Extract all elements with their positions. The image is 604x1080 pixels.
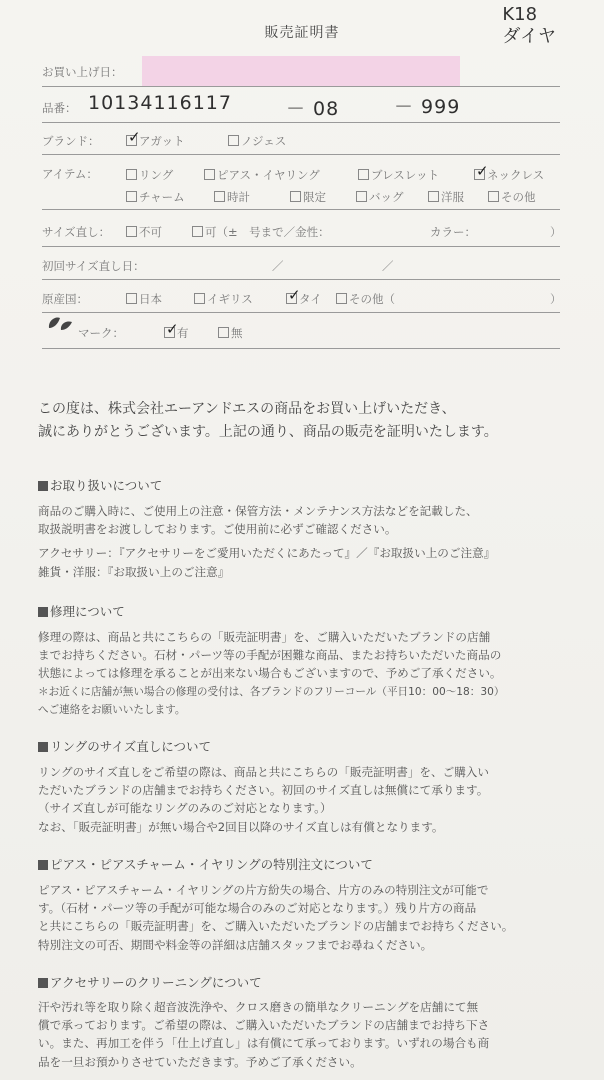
square-bullet-icon (38, 860, 48, 870)
resize-option-yes (192, 224, 330, 240)
origin-checkbox (336, 293, 347, 304)
item-checkbox (488, 191, 499, 202)
square-bullet-icon (38, 607, 48, 617)
mark-checkbox-no (218, 327, 229, 338)
first-resize-date-label: 初回サイズ直し日： (42, 259, 145, 273)
item-checkbox (428, 191, 439, 202)
brand-option-agete (126, 128, 185, 149)
origin-checkbox (194, 293, 205, 304)
section-heading-text: お取り扱いについて (50, 478, 163, 493)
intro-line: 誠にありがとうございます。上記の通り、商品の販売を証明いたします。 (38, 424, 498, 440)
brand-checkbox-agete (126, 128, 141, 146)
section-heading-cleaning (38, 973, 262, 991)
section-heading-text: 修理について (50, 604, 125, 619)
brand-option-label: ノジェス (241, 134, 287, 148)
square-bullet-icon (38, 481, 48, 491)
handwritten-note (502, 4, 556, 48)
item-option-label: ネックレス (487, 168, 545, 182)
intro-line: この度は、株式会社エーアンドエスの商品をお買い上げいただき、 (38, 401, 456, 417)
body-line: までお持ちください。石材・パーツ等の手配が困難な商品、またお持ちいただいた商品の (38, 648, 502, 663)
origin-option-thailand (286, 286, 322, 307)
resize-option-label: 可（± 号まで／金性： (205, 225, 330, 239)
body-line: 取扱説明書をお渡ししております。ご使用前に必ずご確認ください。 (38, 522, 397, 537)
section-body-special-order (38, 881, 572, 954)
section-body-handling (38, 502, 572, 581)
body-line: と共にこちらの「販売証明書」を、ご購入いただいたブランドの店舗までお持ちください。 (38, 919, 514, 934)
redacted-date-block (142, 56, 460, 86)
section-heading-repair (38, 602, 125, 620)
mark-option-label: 無 (231, 326, 243, 340)
intro-paragraph (38, 398, 568, 444)
product-number-part-3: － 999 (394, 96, 461, 118)
product-number-label: 品番： (42, 101, 77, 115)
item-option (488, 189, 536, 205)
body-line: す。（石材・パーツ等の手配が可能な場合のみのご対応となります。）残り片方の商品 (38, 901, 477, 916)
resize-row (42, 220, 560, 247)
item-checkbox-necklace (474, 162, 489, 180)
square-bullet-icon (38, 978, 48, 988)
handwritten-note-line: ダイヤ (502, 26, 556, 47)
body-line: 汗や汚れ等を取り除く超音波洗浄や、クロス磨きの簡単なクリーニングを店舗にて無 (38, 1000, 479, 1014)
mark-row (42, 320, 560, 349)
section-heading-special-order (38, 855, 373, 873)
item-checkbox (126, 169, 137, 180)
check-mark-icon: ✓ (128, 128, 141, 146)
origin-option (194, 291, 253, 307)
origin-option (126, 291, 162, 307)
body-line: ＊お近くに店舗が無い場合の修理の受付は、各ブランドのフリーコール（平日10：00〜18：30） (38, 685, 505, 698)
item-option-label: 洋服 (441, 190, 464, 204)
origin-option-label: 日本 (139, 292, 162, 306)
body-line: へご連絡をお願いいたします。 (38, 703, 186, 716)
origin-close-paren: ） (550, 292, 562, 306)
section-body-cleaning (38, 998, 572, 1071)
brand-checkbox-nojess (228, 135, 239, 146)
resize-close-paren: ） (550, 225, 562, 239)
document-title: 販売証明書 (264, 25, 340, 41)
section-heading-handling (38, 476, 162, 494)
brand-option-nojess (228, 133, 286, 149)
body-line: なお、「販売証明書」が無い場合や2回目以降のサイズ直しは有償となります。 (38, 819, 444, 834)
item-option-label: ブレスレット (371, 168, 440, 182)
item-option (204, 167, 320, 183)
resize-option-label: 不可 (139, 225, 162, 239)
section-heading-text: リングのサイズ直しについて (50, 739, 212, 754)
item-option (290, 189, 326, 205)
resize-color-label: カラー： (430, 225, 476, 239)
check-mark-icon: ✓ (288, 286, 301, 304)
origin-checkbox-thailand (286, 286, 301, 304)
body-line: い。また、再加工を伴う「仕上げ直し」は有償にて承っております。いずれの場合も商 (38, 1036, 490, 1051)
item-option-label: バッグ (369, 190, 404, 204)
resize-checkbox-no (126, 226, 137, 237)
item-option-necklace (474, 162, 545, 183)
mark-checkbox-yes (164, 320, 179, 338)
item-checkbox (126, 191, 137, 202)
item-checkbox (204, 169, 215, 180)
item-checkbox (214, 191, 225, 202)
item-option-label: リング (139, 168, 174, 182)
check-mark-icon: ✓ (476, 162, 489, 180)
resize-label: サイズ直し： (42, 225, 111, 239)
item-checkbox (358, 169, 369, 180)
item-row (42, 163, 560, 210)
purchase-date-row (42, 62, 560, 87)
section-heading-text: アクセサリーのクリーニングについて (50, 975, 262, 990)
product-number-row (42, 94, 560, 123)
square-bullet-icon (38, 742, 48, 752)
origin-row (42, 288, 560, 313)
mark-option-yes (164, 320, 189, 341)
brand-row (42, 130, 560, 155)
item-option (428, 189, 464, 205)
resize-checkbox-yes (192, 226, 203, 237)
product-number-part-1: 10134116117 (88, 92, 232, 114)
origin-option-label: イギリス (207, 292, 253, 306)
origin-checkbox (126, 293, 137, 304)
date-separator: ／ (272, 259, 284, 273)
first-resize-date-row (42, 255, 560, 280)
body-line: 商品のご購入時に、ご使用上の注意・保管方法・メンテナンス方法などを記載した、 (38, 504, 478, 518)
body-line: （サイズ直しが可能なリングのみのご対応となります。） (38, 801, 332, 816)
section-heading-text: ピアス・ピアスチャーム・イヤリングの特別注文について (50, 857, 373, 872)
item-option-label: チャーム (139, 190, 185, 204)
check-mark-icon: ✓ (166, 320, 179, 338)
section-heading-ring-resize (38, 737, 211, 755)
item-option (358, 167, 439, 183)
brand-option-label: アガット (139, 134, 185, 148)
item-option (356, 189, 404, 205)
item-option-label: その他 (501, 190, 536, 204)
item-checkbox (290, 191, 301, 202)
body-line: 特別注文の可否、期間や料金等の詳細は店舗スタッフまでお尋ねください。 (38, 937, 433, 952)
origin-option-label: その他（ (349, 292, 395, 306)
item-option (126, 189, 185, 205)
body-line: 状態によっては修理を承ることが出来ない場合もございますので、予めご了承ください。 (38, 666, 502, 681)
purchase-date-label: お買い上げ日： (42, 65, 123, 79)
leaf-mark-icon (46, 314, 76, 334)
body-line: 償で承っております。ご希望の際は、ご購入いただいたブランドの店舗までお持ち下さ (38, 1018, 490, 1033)
mark-option-label: 有 (177, 326, 189, 340)
body-line: ただいたブランドの店舗までお持ちください。初回のサイズ直しは無償にて承ります。 (38, 783, 489, 798)
body-line: 品を一旦お預かりさせていただきます。予めご了承ください。 (38, 1054, 362, 1069)
origin-label: 原産国： (42, 292, 88, 306)
item-option-label: ピアス・イヤリング (217, 168, 320, 182)
item-option (214, 189, 250, 205)
item-option-label: 時計 (227, 190, 250, 204)
date-separator: ／ (382, 259, 394, 273)
handwritten-note-line: K18 (502, 4, 538, 25)
origin-option (336, 291, 395, 307)
section-body-ring-resize (38, 763, 572, 836)
mark-option-no (218, 325, 243, 341)
resize-option-no (126, 224, 162, 240)
item-checkbox (356, 191, 367, 202)
brand-label: ブランド： (42, 134, 100, 148)
mark-label: マーク： (78, 326, 124, 340)
product-number-part-2: － 08 (286, 98, 340, 120)
body-line: アクセサリー：『アクセサリーをご愛用いただくにあたって』／『お取扱い上のご注意』 (38, 546, 496, 561)
body-line: ピアス・ピアスチャーム・イヤリングの片方紛失の場合、片方のみの特別注文が可能で (38, 883, 489, 897)
body-line: リングのサイズ直しをご希望の際は、商品と共にこちらの「販売証明書」を、ご購入い (38, 765, 489, 779)
item-option (126, 167, 173, 183)
origin-option-label: タイ (299, 292, 322, 306)
body-line: 修理の際は、商品と共にこちらの「販売証明書」を、ご購入いただいたブランドの店舗 (38, 630, 491, 644)
section-body-repair (38, 628, 572, 719)
item-label: アイテム： (42, 167, 98, 181)
body-line: 雑貨・洋服：『お取扱い上のご注意』 (38, 564, 230, 579)
item-option-label: 限定 (303, 190, 326, 204)
